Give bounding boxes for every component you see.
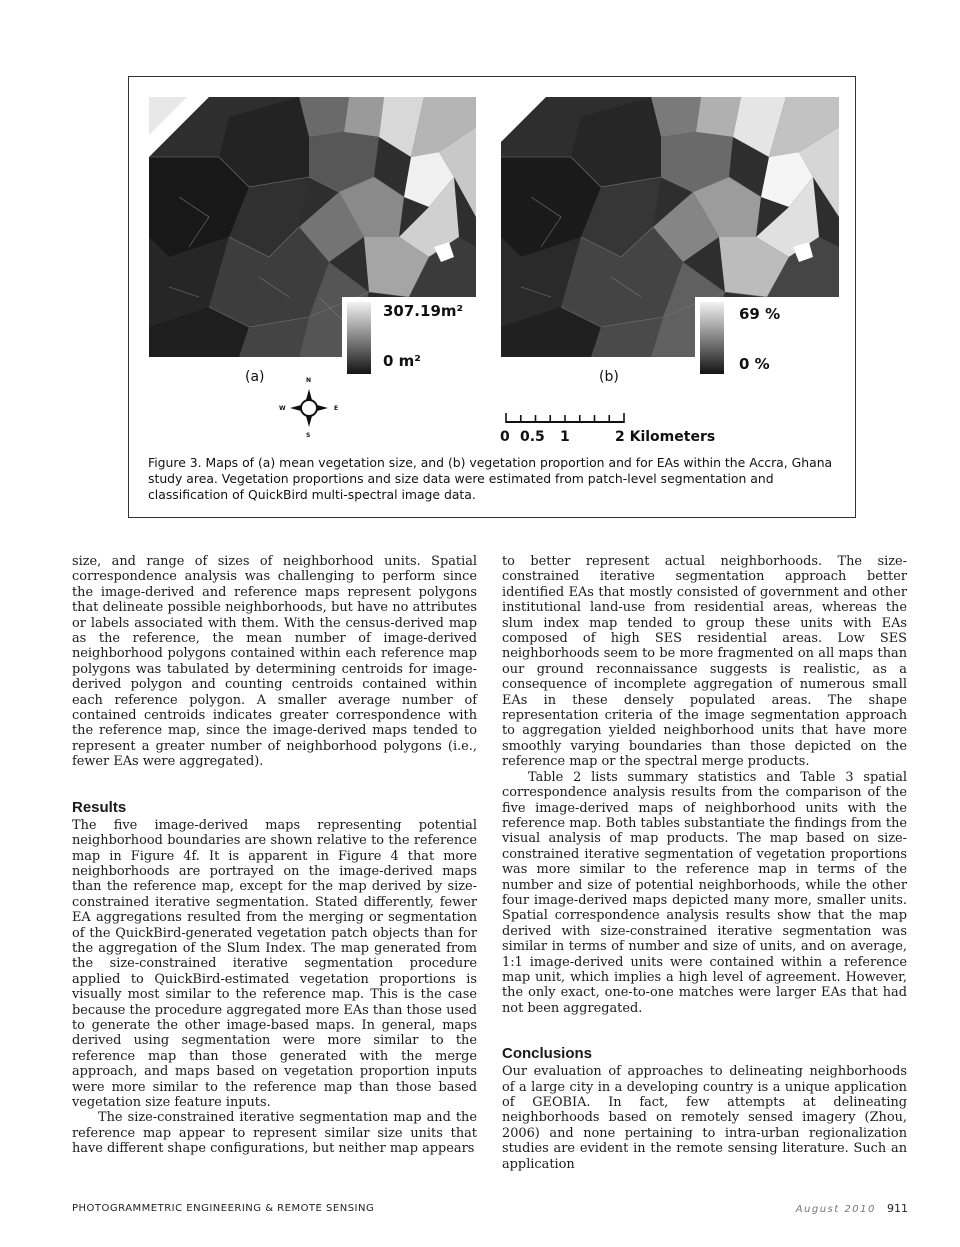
- page-footer: [796, 1202, 908, 1215]
- figure-3: [128, 76, 856, 518]
- issue-date: August 2010: [795, 1204, 876, 1215]
- compass-w: W: [279, 405, 286, 412]
- panel-label-a: (a): [245, 369, 265, 385]
- paragraph: Our evaluation of approaches to delineating neighborhoods of a large city in a developing country is a unique application of GEOBIA. In fact, few attempts at delineating neighborhoods based on remotely sensed imagery (Zhou, 2006) and none pertaining to intra-urban regionalization studies are evident in the remote sensing literature. Such an application: [502, 1064, 907, 1172]
- right-column: [502, 554, 907, 1172]
- paragraph: The size-constrained iterative segmentation map and the reference map appear to represent similar size units that have different shape configurations, but neither map appears: [72, 1110, 477, 1157]
- scale-bar: [500, 410, 724, 450]
- scale-tick-1: 1: [560, 429, 570, 445]
- compass-rose: [279, 377, 339, 439]
- compass-icon: [279, 377, 339, 439]
- left-column: [72, 554, 477, 1157]
- legend-a-color-ramp: [347, 302, 371, 374]
- paragraph: to better represent actual neighborhoods. The size-constrained iterative segmentation approach better identified EAs that mostly consisted of government and other institutional land-use from residential areas, whereas the slum index map tended to group these units with EAs composed of high SES residential areas. Low SES neighborhoods seem to be more fragmented on all maps than our ground reconnaissance suggests is realistic, as a consequence of incomplete aggregation of numerous small EAs in these densely populated areas. The shape representation criteria of the image segmentation approach to aggregation yielded neighborhood units that have more smoothly varying boundaries than those depicted on the reference map or the spectral merge products.: [502, 554, 907, 770]
- paragraph: size, and range of sizes of neighborhood units. Spatial correspondence analysis was challenging to perform since the image-derived and reference maps represent polygons that delineate possible neighborhoods, but have no attributes or labels associated with them. With the census-derived map as the reference, the mean number of image-derived neighborhood polygons contained within each reference map polygons was tabulated by determining centroids for image-derived polygon and counting centroids contained within each reference polygon. A smaller average number of contained centroids indicates greater correspondence with the reference map, since the image-derived maps tended to represent a greater number of neighborhood polygons (i.e., fewer EAs were aggregated).: [72, 554, 477, 770]
- paragraph: Table 2 lists summary statistics and Table 3 spatial correspondence analysis results from the comparison of the five image-derived maps of neighborhood units with the reference map. Both tables substantiate the findings from the visual analysis of map products. The map based on size-constrained iterative segmentation of vegetation proportions was more similar to the reference map in terms of the number and size of potential neighborhoods, while the other four image-derived maps depicted many more, smaller units. Spatial correspondence analysis results show that the map derived with size-constrained iterative segmentation was similar in terms of number and size of units, and on average, 1:1 image-derived units were contained within a reference map unit, which implies a high level of agreement. However, the only exact, one-to-one matches were larger EAs that had not been aggregated.: [502, 769, 907, 1016]
- paragraph: The five image-derived maps representing potential neighborhood boundaries are shown relative to the reference map in Figure 4f. It is apparent in Figure 4 that more neighborhoods are portrayed on the image-derived maps than the reference map, except for the map derived by size-constrained iterative segmentation. Stated differently, fewer EA aggregations resulted from the merging or segmentation of the QuickBird-generated vegetation patch objects than for the aggregation of the Slum Index. The map generated from the size-constrained iterative segmentation procedure applied to QuickBird-estimated vegetation proportions is visually most similar to the reference map. This is the case because the procedure aggregated more EAs than those used to generate the other image-based maps. In general, maps derived using segmentation were more similar to the reference map than those generated with the merge approach, and maps based on vegetation proportion inputs were more similar to the reference map than those based vegetation size feature inputs.: [72, 817, 477, 1110]
- legend-b-max: 69 %: [739, 305, 781, 323]
- scale-tick-0-5: 0.5: [520, 429, 545, 445]
- legend-b-color-ramp: [700, 302, 724, 374]
- compass-s: S: [306, 432, 311, 439]
- page-number: 911: [887, 1202, 908, 1215]
- scale-tick-2-km: 2 Kilometers: [615, 429, 716, 445]
- compass-e: E: [334, 405, 339, 412]
- panel-label-b: (b): [599, 369, 619, 385]
- figure-caption: Figure 3. Maps of (a) mean vegetation size, and (b) vegetation proportion and for EAs within the Accra, Ghana study area. Vegetation proportions and size data were estimated from patch-level segmentation and classification of QuickBird multi-spectral image data.: [148, 455, 833, 502]
- legend-a: [342, 297, 477, 379]
- legend-b: [695, 297, 840, 379]
- conclusions-heading: Conclusions: [502, 1045, 593, 1063]
- results-heading: Results: [72, 798, 127, 816]
- scale-bar-ruler: [504, 410, 628, 426]
- compass-n: N: [306, 377, 312, 384]
- journal-name: PHOTOGRAMMETRIC ENGINEERING & REMOTE SENSING: [72, 1203, 375, 1214]
- legend-a-max: 307.19m²: [383, 302, 464, 320]
- legend-a-min: 0 m²: [383, 352, 421, 370]
- legend-b-min: 0 %: [739, 355, 770, 373]
- scale-tick-0: 0: [500, 429, 510, 445]
